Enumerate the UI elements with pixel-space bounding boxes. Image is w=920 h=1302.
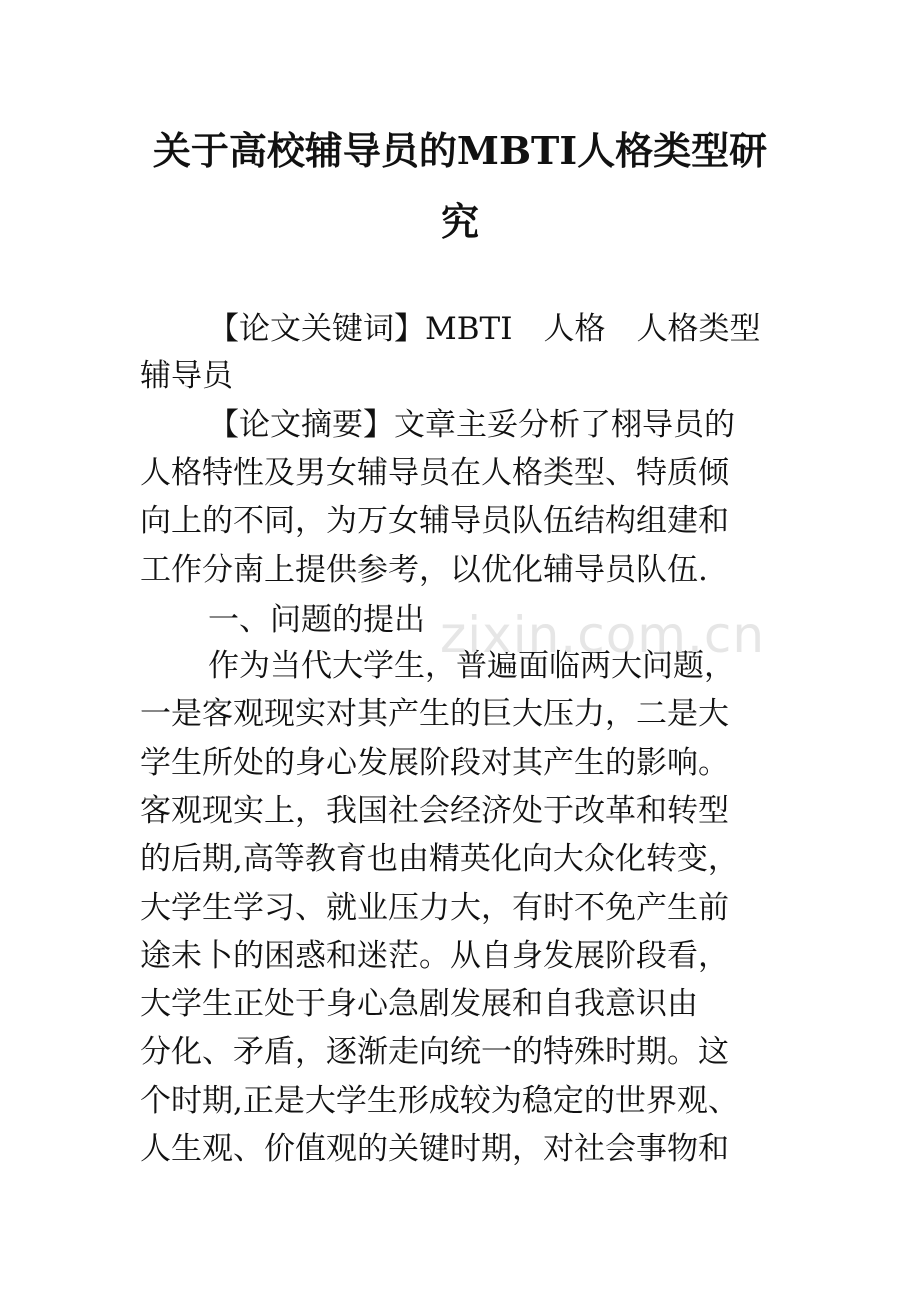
document-title-line-2: 究	[440, 199, 479, 244]
body-line: 的后期,高等教育也由精英化向大众化转变，	[140, 841, 739, 877]
body-line: 客观现实上，我国社会经济处于改革和转型	[140, 793, 729, 829]
abstract-line: 工作分南上提供参考，以优化辅导员队伍.	[140, 552, 708, 588]
body-line: 作为当代大学生，普遍面临两大问题，	[208, 648, 735, 684]
keywords-line: 【论文关键词】MBTI 人格 人格类型	[208, 311, 761, 347]
abstract-line: 人格特性及男女辅导员在人格类型、特质倾	[140, 455, 729, 491]
body-line: 一是客观现实对其产生的巨大压力，二是大	[140, 696, 729, 732]
section-heading: 一、问题的提出	[208, 602, 425, 638]
abstract-line: 【论文摘要】文章主妥分析了栩导员的	[208, 407, 735, 443]
abstract-line: 向上的不同，为万女辅导员队伍结构组建和	[140, 503, 729, 539]
watermark: zixin.com.cn	[440, 606, 766, 664]
body-line: 学生所处的身心发展阶段对其产生的影响。	[140, 745, 729, 781]
body-line: 个时期,正是大学生形成较为稳定的世界观、	[140, 1083, 739, 1119]
body-line: 人生观、价值观的关键时期，对社会事物和	[140, 1131, 729, 1167]
body-line: 分化、矛盾，逐渐走向统一的特殊时期。这	[140, 1034, 729, 1070]
body-line: 大学生学习、就业压力大，有时不免产生前	[140, 890, 729, 926]
body-line: 途未卜的困惑和迷茫。从自身发展阶段看，	[140, 938, 729, 974]
keywords-line-continued: 辅导员	[140, 358, 233, 394]
body-line: 大学生正处于身心急剧发展和自我意识由	[140, 986, 698, 1022]
document-title-line-1: 关于高校辅导员的MBTI人格类型研	[152, 128, 768, 173]
